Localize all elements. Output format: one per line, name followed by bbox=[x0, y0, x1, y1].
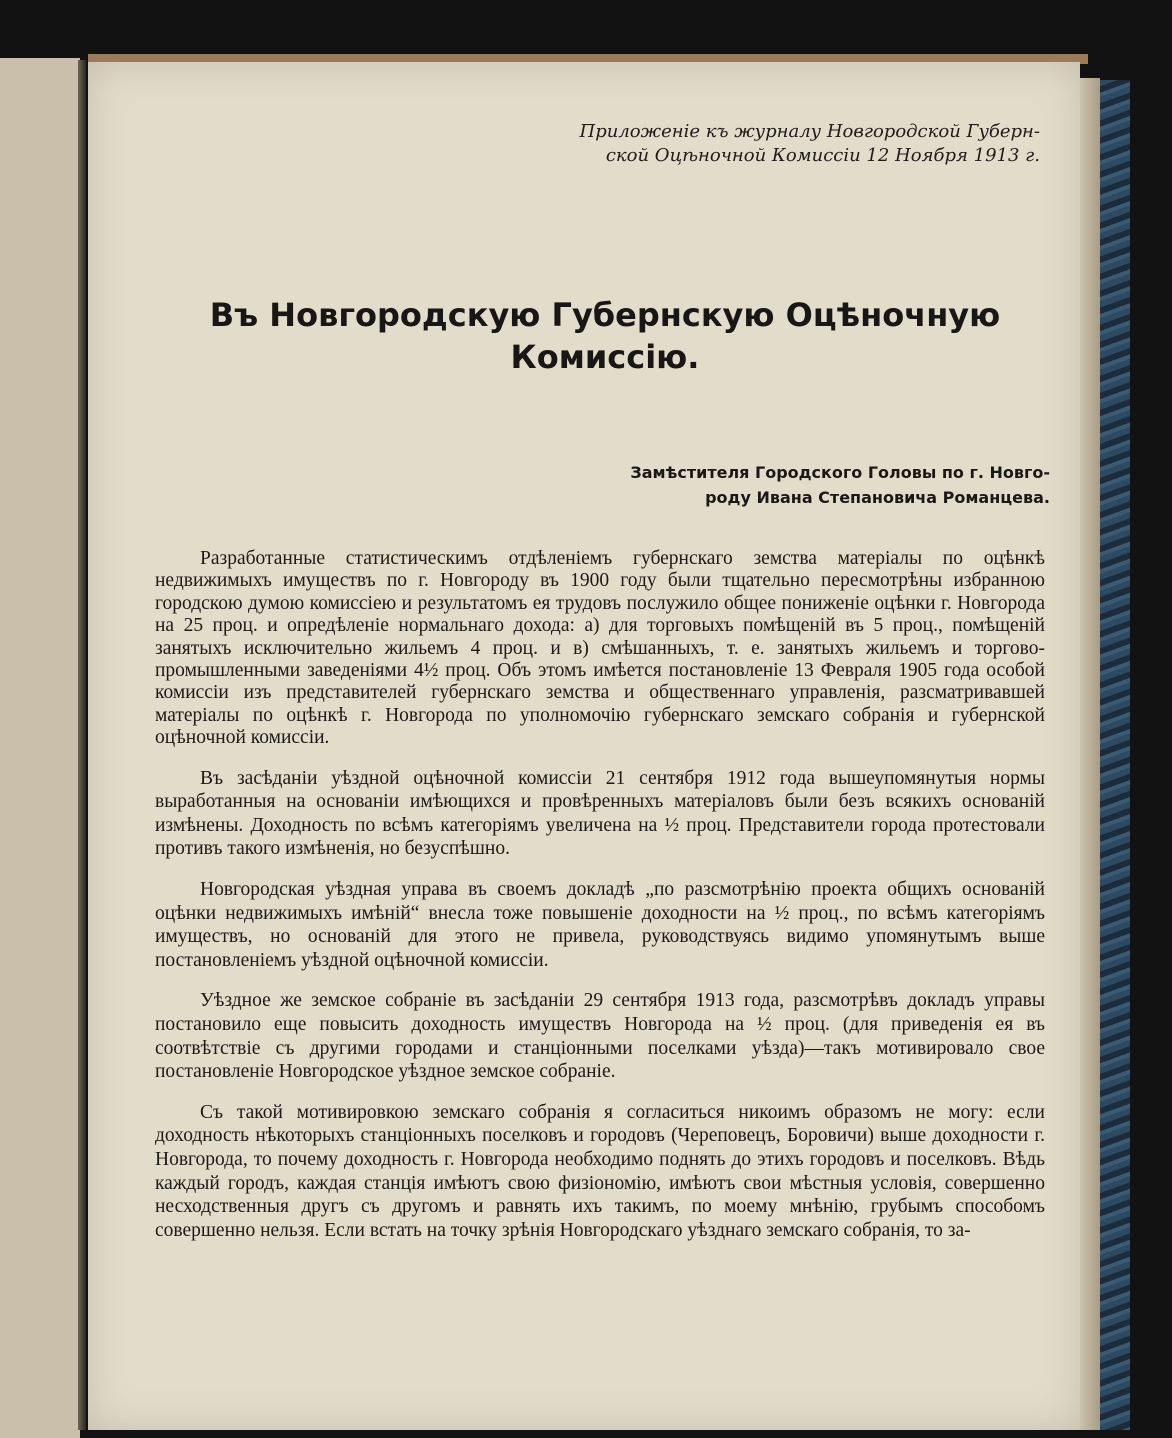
header-line-2: ской Оцѣночной Комиссіи 12 Ноября 1913 г. bbox=[605, 145, 1040, 166]
page-stack-edge bbox=[1078, 78, 1100, 1430]
book-cover-edge bbox=[1100, 80, 1130, 1430]
book-gutter bbox=[78, 60, 86, 1430]
title-line-1: Въ Новгородскую Губернскую Оцѣночную bbox=[209, 296, 1001, 334]
document-title bbox=[150, 294, 1060, 378]
author-block bbox=[560, 460, 1050, 510]
paragraph: Въ засѣданіи уѣздной оцѣночной комиссіи 21 сентября 1912 года вышеупомянутыя нормы выработанныя на основаніи имѣющихся и провѣренныхъ матеріаловъ были безъ всякихъ основаній измѣнены. Доходность по всѣмъ категоріямъ увеличена на ½ проц. Представители города протестовали противъ такого измѣненія, но безуспѣшно. bbox=[155, 767, 1045, 860]
paragraph: Разработанные статистическимъ отдѣленіемъ губернскаго земства матеріалы по оцѣнкѣ недвижимыхъ имуществъ по г. Новгороду въ 1900 году были тщательно пересмотрѣны избранною городскою думою комиссіею и результатомъ ея трудовъ послужило общее пониженіе оцѣнки г. Новгорода на 25 проц. и опредѣленіе нормальнаго дохода: а) для торговыхъ помѣщеній въ 5 проц., помѣщеній занятыхъ исключительно жильемъ 4 проц. и в) смѣшанныхъ, т. е. занятыхъ жильемъ и торгово-промышленными заведеніями 4½ проц. Объ этомъ имѣется постановленіе 13 Февраля 1905 года особой комиссіи изъ представителей губернскаго земства и общественнаго управленія, разсматривавшей матеріалы по оцѣнкѣ г. Новгорода по уполномочію губернскаго земскаго собранія и губернской оцѣночной комиссіи. bbox=[155, 548, 1045, 749]
left-page bbox=[0, 58, 80, 1438]
title-line-2: Комиссію. bbox=[510, 338, 700, 376]
paragraph: Уѣздное же земское собраніе въ засѣданіи 29 сентября 1913 года, разсмотрѣвъ докладъ управы постановило еще повысить доходность имуществъ Новгорода на ½ проц. (для приведенія ея въ соотвѣтствіе съ другими городами и станціонными поселками уѣзда)—такъ мотивировало свое постановленіе Новгородское уѣздное земское собраніе. bbox=[155, 990, 1045, 1083]
paragraph: Съ такой мотивировкою земскаго собранія я согласиться никоимъ образомъ не могу: если доходность нѣкоторыхъ станціонныхъ поселковъ и городовъ (Череповецъ, Боровичи) выше доходности г. Новгорода, то почему доходность г. Новгорода необходимо поднять до этихъ городовъ и поселковъ. Вѣдь каждый городъ, каждая станція имѣютъ свою физіономію, имѣютъ свои мѣстныя условія, совершенно несходственныя другъ съ другомъ и равнять ихъ такимъ, по моему мнѣнію, грубымъ способомъ совершенно нельзя. Если встать на точку зрѣнія Новгородскаго уѣзднаго земскаго собранія, то за- bbox=[155, 1101, 1045, 1241]
document-body bbox=[155, 548, 1045, 1242]
author-line-1: Замѣстителя Городского Головы по г. Новго- bbox=[630, 463, 1050, 482]
header-line-1: Приложеніе къ журналу Новгородской Губерн- bbox=[579, 121, 1040, 142]
page-header bbox=[560, 120, 1040, 168]
paragraph: Новгородская уѣздная управа въ своемъ докладѣ „по разсмотрѣнію проекта общихъ основаній оцѣнки недвижимыхъ имѣній“ внесла тоже повышеніе доходности на ½ проц., по всѣмъ категоріямъ имуществъ, но основаній для этого не привела, руководствуясь видимо упомянутымъ выше постановленіемъ уѣздной оцѣночной комиссіи. bbox=[155, 879, 1045, 971]
author-line-2: роду Ивана Степановича Романцева. bbox=[705, 488, 1050, 507]
